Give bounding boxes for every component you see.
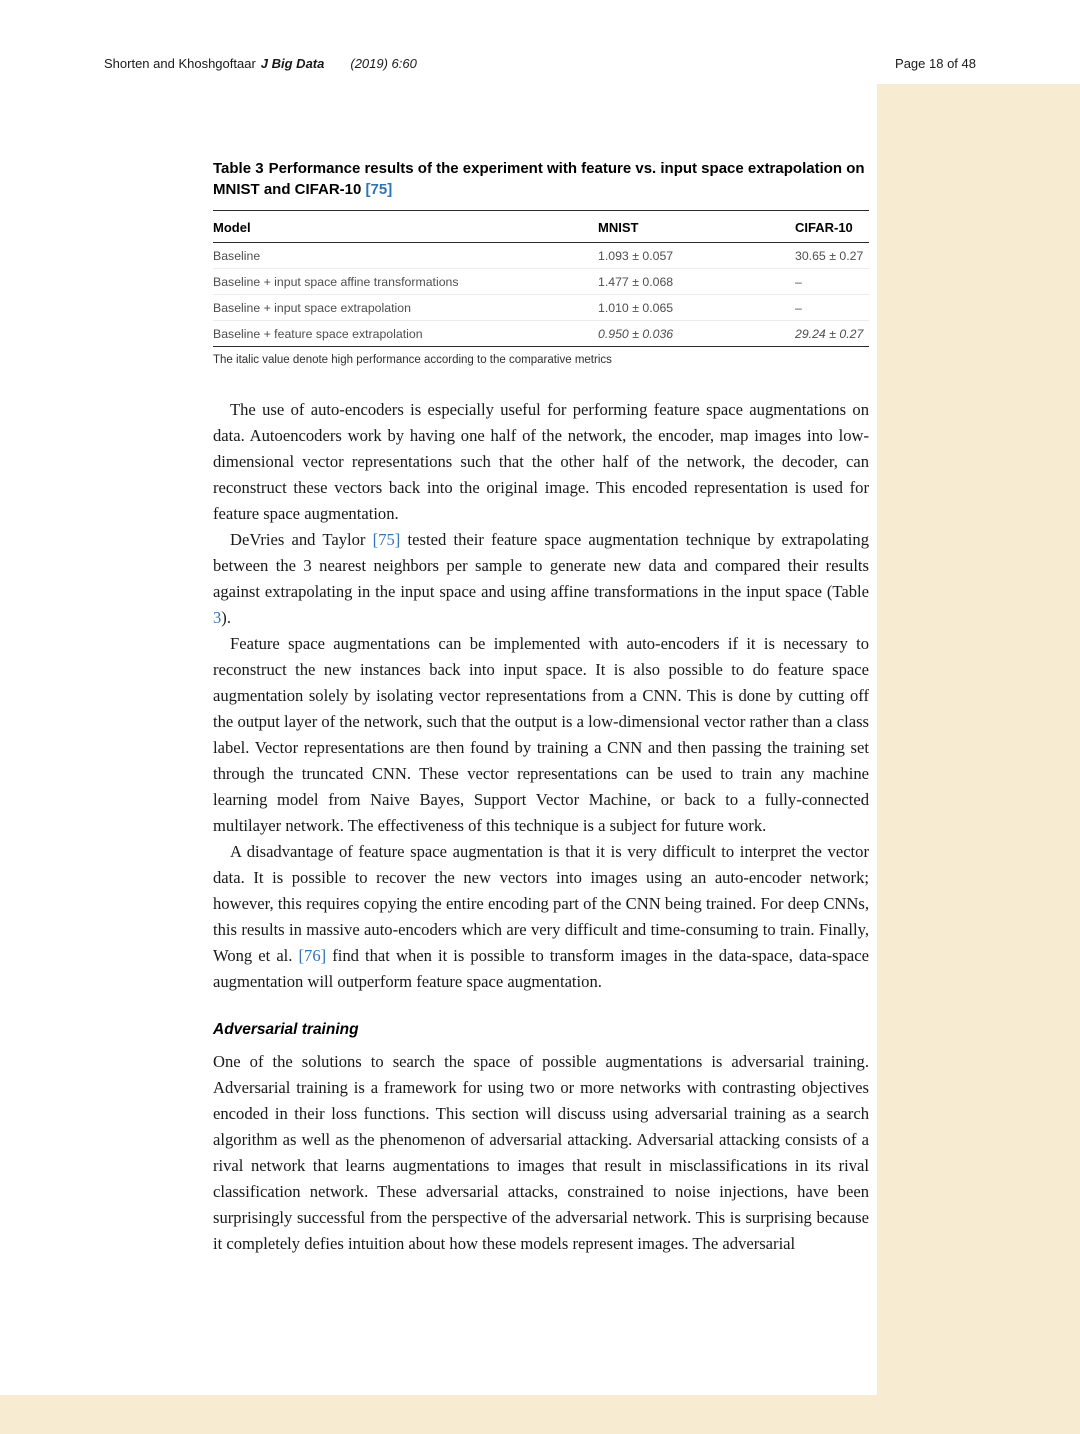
table-row <box>213 243 869 269</box>
scan-backdrop-bottom <box>0 1395 1080 1434</box>
paragraph-text: A disadvantage of feature space augmentation is that it is very difficult to interpret the vector data. It is possible to recover the new vectors into images using an auto-encoder network; however, this requires copying the entire encoding part of the CNN being trained. For deep CNNs, this results in massive auto-encoders which are very difficult and time-consuming to train. Finally, Wong et al. <box>213 842 869 965</box>
journal-name: J Big Data <box>260 56 325 71</box>
cell-cifar: – <box>795 269 869 295</box>
citation: (2019) 6:60 <box>350 56 417 71</box>
cell-cifar: – <box>795 295 869 321</box>
article-content <box>213 158 869 1257</box>
paragraph: One of the solutions to search the space of possible augmentations is adversarial training. Adversarial training is a framework for using two or more networks with contrasting objectives encoded in their loss functions. This section will discuss using adversarial training as a search algorithm as well as the phenomenon of adversarial attacking. Adversarial attacking consists of a rival network that learns augmentations to images that result in misclassifications in its rival classification network. These adversarial attacks, constrained to noise injections, have been surprisingly successful from the perspective of the adversarial network. This is surprising because it completely defies intuition about how these models represent images. The adversarial <box>213 1052 869 1253</box>
table-row-highlighted <box>213 321 869 347</box>
table-caption-text: Performance results of the experiment with feature vs. input space extrapolation on MNIST and CIFAR-10 <box>213 160 865 198</box>
cell-mnist: 1.093 ± 0.057 <box>598 243 795 269</box>
cell-model: Baseline + input space affine transformations <box>213 269 598 295</box>
cell-model: Baseline + input space extrapolation <box>213 295 598 321</box>
reference-link-75[interactable]: [75] <box>372 530 401 549</box>
page-number: Page 18 of 48 <box>895 56 976 71</box>
column-header-cifar: CIFAR-10 <box>795 211 869 243</box>
paragraph-text: ). <box>221 608 231 627</box>
article-body <box>213 397 869 1257</box>
paragraph: The use of auto-encoders is especially useful for performing feature space augmentations on data. Autoencoders work by having one half of the network, the encoder, map images into low-dimensional vector representations such that the other half of the network, the decoder, can reconstruct these vectors back into the original image. This encoded representation is used for feature space augmentation. <box>213 400 869 523</box>
results-table <box>213 210 869 347</box>
cell-mnist: 1.477 ± 0.068 <box>598 269 795 295</box>
section-heading-adversarial-training: Adversarial training <box>213 1021 359 1038</box>
table-row <box>213 269 869 295</box>
table-label: Table 3 <box>213 160 264 177</box>
paragraph <box>213 527 869 631</box>
cell-model: Baseline <box>213 243 598 269</box>
cell-mnist: 0.950 ± 0.036 <box>598 321 795 347</box>
reference-link-76[interactable]: [76] <box>298 946 327 965</box>
reference-link-75[interactable]: [75] <box>365 181 393 198</box>
cell-cifar: 30.65 ± 0.27 <box>795 243 869 269</box>
authors: Shorten and Khoshgoftaar <box>104 56 256 71</box>
paragraph-text: DeVries and Taylor <box>230 530 373 549</box>
paragraph: Feature space augmentations can be implemented with auto-encoders if it is necessary to reconstruct the new instances back into input space. It is also possible to do feature space augmentation solely by isolating vector representations from a CNN. This is done by cutting off the output layer of the network, such that the output is a low-dimensional vector rather than a class label. Vector representations are then found by training a CNN and then passing the training set through the truncated CNN. These vector representations can be used to train any machine learning model from Naive Bayes, Support Vector Machine, or back to a fully-connected multilayer network. The effectiveness of this technique is a subject for future work. <box>213 634 869 835</box>
table-caption <box>213 158 869 200</box>
table-footnote: The italic value denote high performance according to the comparative metrics <box>213 354 612 366</box>
scan-backdrop-right <box>877 84 1080 1434</box>
table-row <box>213 295 869 321</box>
table-header-row <box>213 211 869 243</box>
cell-mnist: 1.010 ± 0.065 <box>598 295 795 321</box>
cell-cifar: 29.24 ± 0.27 <box>795 321 869 347</box>
running-head-left <box>104 56 417 71</box>
running-head <box>104 56 976 71</box>
column-header-model: Model <box>213 211 598 243</box>
paragraph-text: find that when it is possible to transform images in the data-space, data-space augmentation will outperform feature space augmentation. <box>213 946 869 991</box>
cell-model: Baseline + feature space extrapolation <box>213 321 598 347</box>
table-3-crossref-link[interactable]: 3 <box>213 608 222 627</box>
paragraph-text: tested their feature space augmentation technique by extrapolating between the 3 nearest neighbors per sample to generate new data and compared their results against extrapolating in the input space and using affine transformations in the input space (Table <box>213 530 869 601</box>
column-header-mnist: MNIST <box>598 211 795 243</box>
paragraph <box>213 839 869 995</box>
